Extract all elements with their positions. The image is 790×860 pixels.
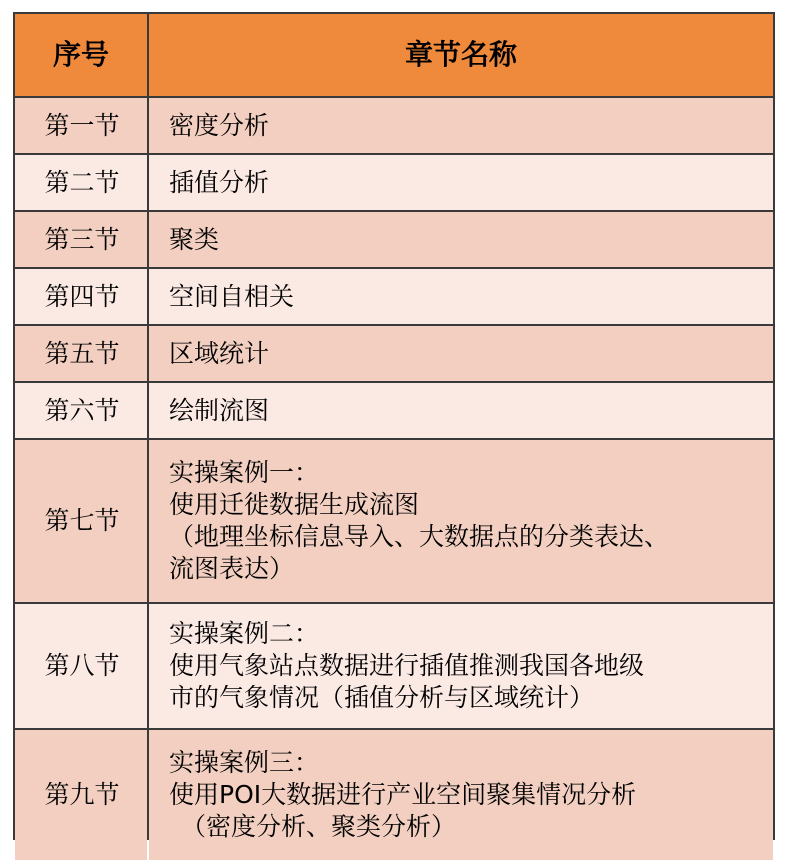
row-2-name: 插值分析 — [149, 155, 773, 210]
row-2-number: 第二节 — [15, 155, 147, 210]
row-7-line-2: 使用迁徙数据生成流图 — [169, 490, 420, 519]
row-4-number: 第四节 — [15, 269, 147, 324]
header-number: 序号 — [15, 14, 147, 96]
row-9-line-1: 实操案例三： — [169, 748, 320, 777]
row-1-name: 密度分析 — [149, 98, 773, 153]
row-7-line-1: 实操案例一： — [169, 458, 320, 487]
row-9-line-2: 使用POI大数据进行产业空间聚集情况分析 — [169, 780, 637, 809]
row-7-line-4: 流图表达） — [169, 554, 295, 583]
header-name: 章节名称 — [149, 14, 773, 96]
row-5-name: 区域统计 — [149, 326, 773, 381]
row-7-number: 第七节 — [15, 440, 147, 602]
row-8-number: 第八节 — [15, 604, 147, 728]
chapter-table — [13, 12, 775, 840]
row-8-line-3: 市的气象情况（插值分析与区域统计） — [169, 683, 595, 712]
row-6-name: 绘制流图 — [149, 383, 773, 438]
row-8-name — [149, 604, 773, 728]
row-3-name: 聚类 — [149, 212, 773, 267]
row-1-number: 第一节 — [15, 98, 147, 153]
row-7-name — [149, 440, 773, 602]
row-7-line-3: （地理坐标信息导入、大数据点的分类表达、 — [169, 522, 670, 551]
row-9-name — [149, 730, 773, 860]
row-3-number: 第三节 — [15, 212, 147, 267]
row-9-line-3: （密度分析、聚类分析） — [181, 812, 457, 841]
row-4-name: 空间自相关 — [149, 269, 773, 324]
row-8-line-1: 实操案例二： — [169, 619, 320, 648]
row-5-number: 第五节 — [15, 326, 147, 381]
row-9-number: 第九节 — [15, 730, 147, 860]
row-8-line-2: 使用气象站点数据进行插值推测我国各地级 — [169, 651, 645, 680]
row-6-number: 第六节 — [15, 383, 147, 438]
